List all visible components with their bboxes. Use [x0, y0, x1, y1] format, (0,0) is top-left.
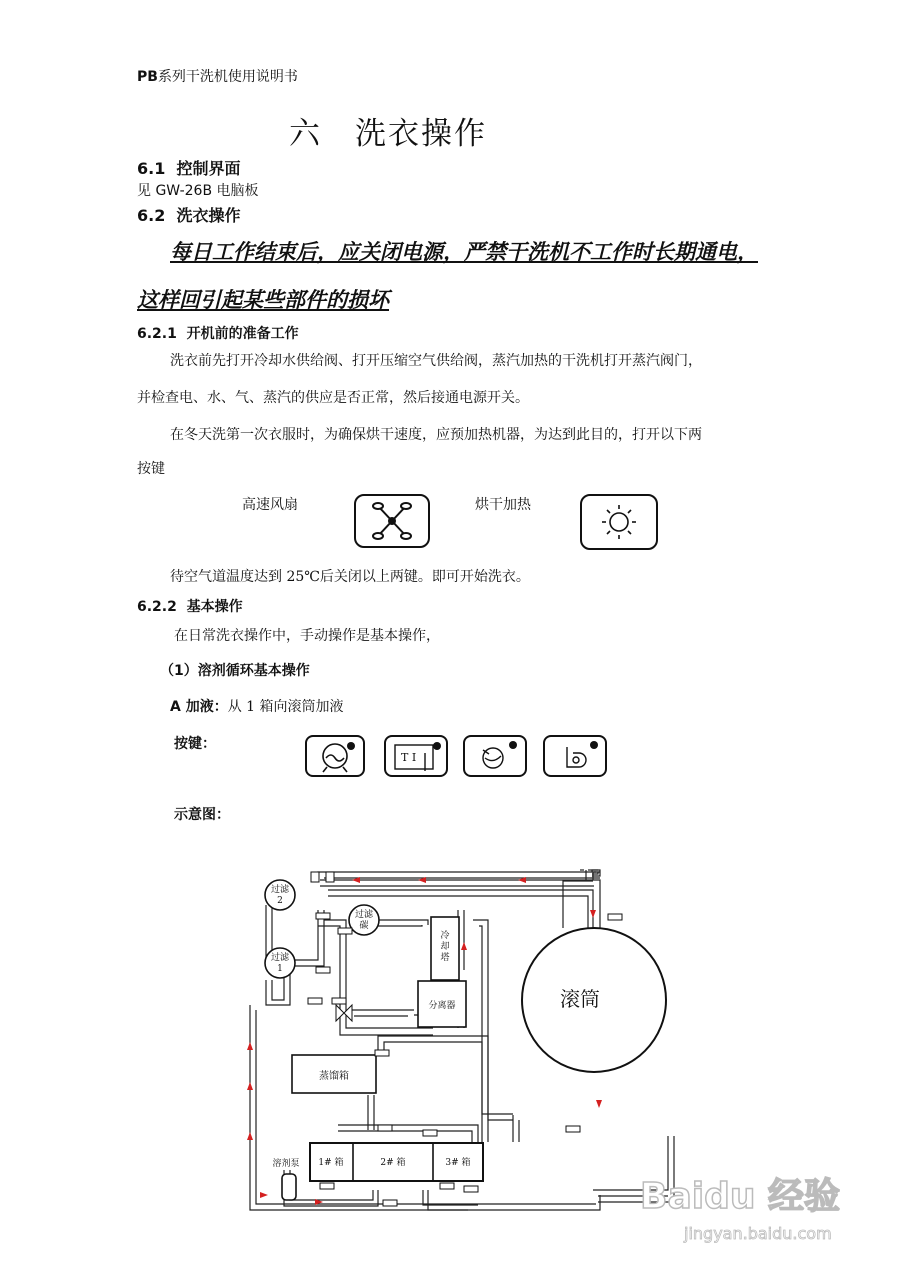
para-2-line-1: 在冬天洗第一次衣服时，为确保烘干速度，应预加热机器，为达到此目的，打开以下两	[170, 427, 702, 443]
pump	[282, 1174, 296, 1200]
section-6-1-text: 见 GW-26B 电脑板	[137, 183, 259, 199]
filter-2-num: 2	[277, 896, 283, 906]
filter-carbon-type: 碳	[359, 921, 369, 931]
cooling-tower-char-2: 却	[440, 942, 450, 952]
drum-label: 滚筒	[560, 987, 600, 1011]
doc-title: 系列干洗机使用说明书	[157, 69, 298, 85]
doc-series: PB	[137, 69, 158, 85]
tank-1-label: 1# 箱	[318, 1158, 344, 1168]
cooling-tower-char-3: 塔	[440, 953, 450, 963]
sub-heading-1: （1）溶剂循环基本操作	[160, 663, 310, 679]
heater-sun-icon	[582, 496, 656, 548]
section-6-2-1: 6.2.1 开机前的准备工作	[137, 326, 299, 342]
watermark-url: jingyan.baidu.com	[684, 1224, 832, 1243]
key-t-i-text: T I	[401, 751, 417, 764]
para-1-line-1: 洗衣前先打开冷却水供给阀、打开压缩空气供给阀，蒸汽加热的干洗机打开蒸汽阀门，	[170, 353, 702, 369]
warning-line-1: 每日工作结束后，应关闭电源，严禁干洗机不工作时长期通电，	[170, 239, 758, 264]
tank-key[interactable]	[463, 735, 527, 777]
fan-key[interactable]	[354, 494, 430, 548]
section-6-2-2: 6.2.2 基本操作	[137, 599, 243, 615]
timer-icon	[386, 737, 446, 775]
timer-key[interactable]	[384, 735, 448, 777]
drum-icon	[307, 737, 363, 775]
solvent-circulation-diagram	[228, 850, 712, 1220]
fan-icon	[356, 496, 428, 546]
sub-heading-A: A 加液：从 1 箱向滚筒加液	[170, 699, 344, 715]
filter-1-label: 过滤	[270, 953, 290, 963]
pump-key[interactable]	[543, 735, 607, 777]
separator-label: 分离器	[428, 1001, 456, 1011]
para-2-line-2: 按键	[137, 461, 165, 477]
tank-2-label: 2# 箱	[380, 1158, 406, 1168]
chapter-title: 六 洗衣操作	[289, 116, 487, 152]
pump-icon	[545, 737, 605, 775]
diagram-label: 示意图：	[174, 807, 230, 823]
key-label-heat: 烘干加热	[475, 497, 531, 513]
key-label-fan: 高速风扇	[242, 497, 298, 513]
section-6-1: 6.1 控制界面	[137, 159, 241, 178]
tank-icon	[465, 737, 525, 775]
heat-key[interactable]	[580, 494, 658, 550]
para-3: 待空气道温度达到 25℃后关闭以上两键。即可开始洗衣。	[170, 569, 530, 585]
filter-2-label: 过滤	[270, 885, 290, 895]
watermark-brand: Baidu 经验	[640, 1176, 841, 1217]
warning-line-2: 这样回引起某些部件的损坏	[137, 287, 389, 312]
doc-header	[137, 66, 298, 86]
section-6-2: 6.2 洗衣操作	[137, 206, 241, 225]
keys-label: 按键：	[174, 736, 216, 752]
distill-tank-label: 蒸馏箱	[319, 1071, 349, 1082]
pump-label: 溶剂泵	[272, 1159, 300, 1169]
filter-1-num: 1	[277, 964, 283, 974]
filter-carbon-label: 过滤	[354, 910, 374, 920]
cooling-tower-char-1: 冷	[440, 931, 450, 941]
para-1-line-2: 并检查电、水、气、蒸汽的供应是否正常，然后接通电源开关。	[137, 390, 529, 406]
tank-3-label: 3# 箱	[445, 1158, 471, 1168]
para-4: 在日常洗衣操作中，手动操作是基本操作，	[174, 628, 440, 644]
drum-key[interactable]	[305, 735, 365, 777]
